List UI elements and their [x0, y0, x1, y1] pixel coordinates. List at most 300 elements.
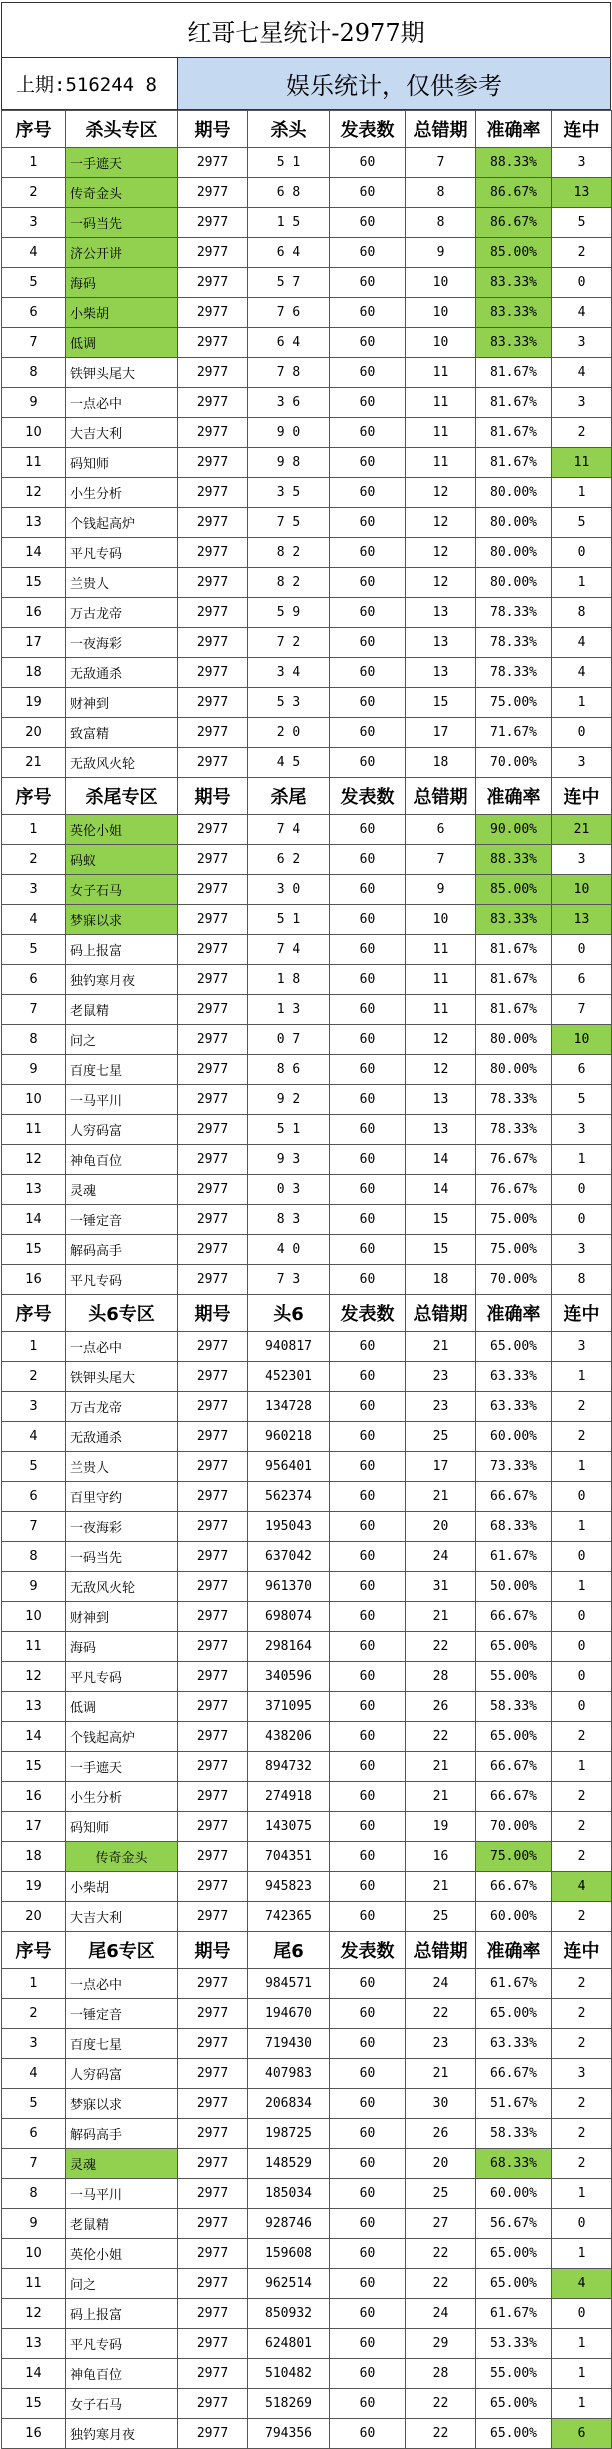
row-streak: 6	[552, 1055, 612, 1085]
row-count: 60	[330, 748, 406, 778]
table-row	[2, 1145, 612, 1175]
row-accuracy: 90.00%	[476, 815, 552, 845]
row-count: 60	[330, 1055, 406, 1085]
table-row	[2, 358, 612, 388]
row-name: 传奇金头	[66, 1842, 178, 1872]
table-row	[2, 1512, 612, 1542]
table-row	[2, 1632, 612, 1662]
row-streak: 1	[552, 1752, 612, 1782]
row-index: 15	[2, 568, 66, 598]
row-index: 6	[2, 1482, 66, 1512]
row-issue: 2977	[178, 2389, 248, 2419]
row-count: 60	[330, 1362, 406, 1392]
row-streak: 10	[552, 875, 612, 905]
table-row	[2, 1175, 612, 1205]
row-index: 7	[2, 1512, 66, 1542]
table-row	[2, 2389, 612, 2419]
row-accuracy: 75.00%	[476, 1205, 552, 1235]
row-issue: 2977	[178, 1872, 248, 1902]
section-header-row	[2, 111, 612, 148]
row-accuracy: 63.33%	[476, 1392, 552, 1422]
row-index: 7	[2, 328, 66, 358]
row-count: 60	[330, 1175, 406, 1205]
row-issue: 2977	[178, 1752, 248, 1782]
header-accuracy: 准确率	[476, 111, 552, 148]
row-streak: 1	[552, 1362, 612, 1392]
row-value: 960218	[248, 1422, 330, 1452]
table-row	[2, 328, 612, 358]
row-streak: 4	[552, 358, 612, 388]
row-index: 16	[2, 1265, 66, 1295]
header-index: 序号	[2, 1932, 66, 1969]
row-issue: 2977	[178, 1235, 248, 1265]
table-row	[2, 2239, 612, 2269]
row-issue: 2977	[178, 815, 248, 845]
table-row	[2, 508, 612, 538]
row-streak: 5	[552, 508, 612, 538]
row-name: 一夜海彩	[66, 628, 178, 658]
row-value: 945823	[248, 1872, 330, 1902]
row-streak: 0	[552, 1632, 612, 1662]
row-issue: 2977	[178, 905, 248, 935]
row-streak: 1	[552, 2359, 612, 2389]
row-accuracy: 65.00%	[476, 1332, 552, 1362]
row-name: 一点必中	[66, 1969, 178, 1999]
row-streak: 2	[552, 2029, 612, 2059]
row-count: 60	[330, 688, 406, 718]
row-wrong: 18	[406, 748, 476, 778]
row-count: 60	[330, 358, 406, 388]
row-value: 5 1	[248, 148, 330, 178]
row-accuracy: 73.33%	[476, 1452, 552, 1482]
row-wrong: 14	[406, 1145, 476, 1175]
row-streak: 0	[552, 1692, 612, 1722]
row-issue: 2977	[178, 1812, 248, 1842]
row-issue: 2977	[178, 1025, 248, 1055]
table-row	[2, 418, 612, 448]
table-row	[2, 658, 612, 688]
row-issue: 2977	[178, 2119, 248, 2149]
row-issue: 2977	[178, 418, 248, 448]
row-value: 5 3	[248, 688, 330, 718]
row-value: 624801	[248, 2329, 330, 2359]
row-name: 一手遮天	[66, 1752, 178, 1782]
row-wrong: 10	[406, 298, 476, 328]
header-issue: 期号	[178, 1932, 248, 1969]
row-accuracy: 61.67%	[476, 1969, 552, 1999]
row-streak: 2	[552, 1782, 612, 1812]
row-wrong: 6	[406, 815, 476, 845]
row-count: 60	[330, 1482, 406, 1512]
row-index: 18	[2, 1842, 66, 1872]
row-streak: 4	[552, 1872, 612, 1902]
row-streak: 0	[552, 1482, 612, 1512]
row-value: 4 0	[248, 1235, 330, 1265]
row-value: 7 6	[248, 298, 330, 328]
row-value: 742365	[248, 1902, 330, 1932]
table-row	[2, 1842, 612, 1872]
table-row	[2, 995, 612, 1025]
row-value: 2 0	[248, 718, 330, 748]
table-row	[2, 1025, 612, 1055]
header-wrong: 总错期	[406, 1932, 476, 1969]
row-count: 60	[330, 2419, 406, 2449]
row-issue: 2977	[178, 1572, 248, 1602]
row-accuracy: 65.00%	[476, 2239, 552, 2269]
row-index: 6	[2, 298, 66, 328]
row-value: 148529	[248, 2149, 330, 2179]
header-accuracy: 准确率	[476, 778, 552, 815]
row-wrong: 10	[406, 905, 476, 935]
row-wrong: 25	[406, 2179, 476, 2209]
row-accuracy: 65.00%	[476, 2419, 552, 2449]
row-streak: 0	[552, 935, 612, 965]
row-wrong: 21	[406, 2059, 476, 2089]
row-index: 11	[2, 1115, 66, 1145]
row-wrong: 18	[406, 1265, 476, 1295]
table-row	[2, 1812, 612, 1842]
row-count: 60	[330, 2179, 406, 2209]
row-streak: 3	[552, 328, 612, 358]
table-row	[2, 1969, 612, 1999]
header-value: 尾6	[248, 1932, 330, 1969]
header-streak: 连中	[552, 1932, 612, 1969]
row-streak: 0	[552, 718, 612, 748]
row-streak: 2	[552, 1422, 612, 1452]
row-count: 60	[330, 298, 406, 328]
row-accuracy: 55.00%	[476, 1662, 552, 1692]
row-index: 12	[2, 1662, 66, 1692]
row-issue: 2977	[178, 2329, 248, 2359]
row-value: 7 4	[248, 935, 330, 965]
row-index: 16	[2, 2419, 66, 2449]
row-accuracy: 51.67%	[476, 2089, 552, 2119]
row-value: 206834	[248, 2089, 330, 2119]
row-count: 60	[330, 1752, 406, 1782]
row-wrong: 11	[406, 418, 476, 448]
row-accuracy: 75.00%	[476, 1235, 552, 1265]
row-count: 60	[330, 2059, 406, 2089]
row-wrong: 24	[406, 1542, 476, 1572]
row-issue: 2977	[178, 845, 248, 875]
row-value: 8 2	[248, 568, 330, 598]
row-name: 问之	[66, 2269, 178, 2299]
row-count: 60	[330, 1332, 406, 1362]
row-wrong: 7	[406, 148, 476, 178]
row-value: 6 4	[248, 328, 330, 358]
row-index: 3	[2, 1392, 66, 1422]
row-accuracy: 81.67%	[476, 448, 552, 478]
row-index: 12	[2, 478, 66, 508]
row-index: 13	[2, 508, 66, 538]
row-wrong: 12	[406, 1055, 476, 1085]
row-issue: 2977	[178, 2029, 248, 2059]
table-row	[2, 1265, 612, 1295]
row-name: 解码高手	[66, 1235, 178, 1265]
row-index: 14	[2, 1722, 66, 1752]
row-index: 10	[2, 418, 66, 448]
row-accuracy: 60.00%	[476, 1902, 552, 1932]
row-name: 一手遮天	[66, 148, 178, 178]
row-wrong: 31	[406, 1572, 476, 1602]
header-index: 序号	[2, 111, 66, 148]
row-issue: 2977	[178, 538, 248, 568]
row-name: 神龟百位	[66, 2359, 178, 2389]
row-wrong: 24	[406, 1969, 476, 1999]
table-row	[2, 845, 612, 875]
row-count: 60	[330, 598, 406, 628]
row-accuracy: 70.00%	[476, 748, 552, 778]
row-name: 铁钾头尾大	[66, 358, 178, 388]
row-count: 60	[330, 1602, 406, 1632]
table-row	[2, 875, 612, 905]
row-accuracy: 71.67%	[476, 718, 552, 748]
row-streak: 3	[552, 1332, 612, 1362]
row-index: 18	[2, 658, 66, 688]
row-count: 60	[330, 2029, 406, 2059]
row-value: 143075	[248, 1812, 330, 1842]
row-streak: 1	[552, 478, 612, 508]
row-index: 2	[2, 1999, 66, 2029]
row-streak: 2	[552, 1842, 612, 1872]
row-value: 7 8	[248, 358, 330, 388]
row-wrong: 11	[406, 935, 476, 965]
header-wrong: 总错期	[406, 778, 476, 815]
row-accuracy: 58.33%	[476, 1692, 552, 1722]
stats-page	[1, 2, 611, 2443]
row-index: 11	[2, 1632, 66, 1662]
row-wrong: 14	[406, 1175, 476, 1205]
row-index: 6	[2, 2119, 66, 2149]
row-value: 3 0	[248, 875, 330, 905]
row-name: 低调	[66, 1692, 178, 1722]
header-count: 发表数	[330, 111, 406, 148]
table-row	[2, 448, 612, 478]
row-index: 10	[2, 2239, 66, 2269]
header-index: 序号	[2, 1295, 66, 1332]
row-value: 510482	[248, 2359, 330, 2389]
row-wrong: 10	[406, 328, 476, 358]
row-wrong: 8	[406, 208, 476, 238]
row-streak: 2	[552, 1392, 612, 1422]
disclaimer-note: 娱乐统计，仅供参考	[178, 58, 610, 109]
row-index: 17	[2, 628, 66, 658]
table-row	[2, 1752, 612, 1782]
row-issue: 2977	[178, 508, 248, 538]
row-name: 个钱起高炉	[66, 1722, 178, 1752]
row-name: 海码	[66, 1632, 178, 1662]
row-name: 无敌通杀	[66, 1422, 178, 1452]
table-row	[2, 1572, 612, 1602]
row-index: 6	[2, 965, 66, 995]
table-row	[2, 178, 612, 208]
row-count: 60	[330, 1632, 406, 1662]
row-value: 928746	[248, 2209, 330, 2239]
row-count: 60	[330, 815, 406, 845]
row-issue: 2977	[178, 718, 248, 748]
row-issue: 2977	[178, 148, 248, 178]
row-accuracy: 55.00%	[476, 2359, 552, 2389]
row-streak: 1	[552, 568, 612, 598]
row-name: 独钓寒月夜	[66, 965, 178, 995]
row-count: 60	[330, 328, 406, 358]
row-count: 60	[330, 568, 406, 598]
row-value: 704351	[248, 1842, 330, 1872]
row-count: 60	[330, 1782, 406, 1812]
row-value: 962514	[248, 2269, 330, 2299]
row-index: 1	[2, 1969, 66, 1999]
row-streak: 3	[552, 1115, 612, 1145]
row-index: 5	[2, 1452, 66, 1482]
row-count: 60	[330, 1902, 406, 1932]
row-name: 万古龙帝	[66, 1392, 178, 1422]
row-wrong: 30	[406, 2089, 476, 2119]
header-accuracy: 准确率	[476, 1295, 552, 1332]
row-name: 平凡专码	[66, 538, 178, 568]
table-row	[2, 905, 612, 935]
row-name: 平凡专码	[66, 1265, 178, 1295]
row-accuracy: 80.00%	[476, 1055, 552, 1085]
header-index: 序号	[2, 778, 66, 815]
row-index: 8	[2, 1542, 66, 1572]
row-wrong: 22	[406, 1722, 476, 1752]
last-period-result: 上期:516244 8	[2, 58, 178, 109]
row-accuracy: 66.67%	[476, 1482, 552, 1512]
row-count: 60	[330, 2329, 406, 2359]
row-accuracy: 65.00%	[476, 1632, 552, 1662]
header-section: 尾6专区	[66, 1932, 178, 1969]
row-accuracy: 81.67%	[476, 358, 552, 388]
row-value: 5 1	[248, 905, 330, 935]
row-wrong: 28	[406, 2359, 476, 2389]
table-row	[2, 568, 612, 598]
row-accuracy: 63.33%	[476, 1362, 552, 1392]
row-value: 4 5	[248, 748, 330, 778]
row-wrong: 11	[406, 358, 476, 388]
row-issue: 2977	[178, 875, 248, 905]
row-issue: 2977	[178, 2299, 248, 2329]
row-streak: 0	[552, 1602, 612, 1632]
row-issue: 2977	[178, 2239, 248, 2269]
row-name: 一点必中	[66, 388, 178, 418]
row-name: 百度七星	[66, 2029, 178, 2059]
row-wrong: 27	[406, 2209, 476, 2239]
row-wrong: 11	[406, 448, 476, 478]
row-value: 9 8	[248, 448, 330, 478]
row-name: 大吉大利	[66, 1902, 178, 1932]
row-accuracy: 66.67%	[476, 2059, 552, 2089]
row-index: 9	[2, 1055, 66, 1085]
row-count: 60	[330, 208, 406, 238]
row-index: 11	[2, 448, 66, 478]
table-row	[2, 598, 612, 628]
row-wrong: 8	[406, 178, 476, 208]
row-streak: 0	[552, 2299, 612, 2329]
row-name: 传奇金头	[66, 178, 178, 208]
row-accuracy: 56.67%	[476, 2209, 552, 2239]
row-accuracy: 78.33%	[476, 1115, 552, 1145]
row-issue: 2977	[178, 2149, 248, 2179]
row-wrong: 21	[406, 1602, 476, 1632]
header-value: 头6	[248, 1295, 330, 1332]
row-accuracy: 88.33%	[476, 845, 552, 875]
row-name: 梦寐以求	[66, 905, 178, 935]
row-issue: 2977	[178, 2419, 248, 2449]
row-name: 女子石马	[66, 875, 178, 905]
table-row	[2, 1235, 612, 1265]
table-row	[2, 2299, 612, 2329]
row-index: 13	[2, 2329, 66, 2359]
header-wrong: 总错期	[406, 1295, 476, 1332]
row-accuracy: 53.33%	[476, 2329, 552, 2359]
row-streak: 1	[552, 2239, 612, 2269]
row-accuracy: 66.67%	[476, 1782, 552, 1812]
row-wrong: 20	[406, 1512, 476, 1542]
row-streak: 13	[552, 178, 612, 208]
row-issue: 2977	[178, 748, 248, 778]
row-count: 60	[330, 995, 406, 1025]
table-row	[2, 748, 612, 778]
row-name: 大吉大利	[66, 418, 178, 448]
table-row	[2, 478, 612, 508]
table-row	[2, 1902, 612, 1932]
section-header-row	[2, 1932, 612, 1969]
row-count: 60	[330, 418, 406, 448]
row-issue: 2977	[178, 628, 248, 658]
row-name: 小生分析	[66, 478, 178, 508]
row-issue: 2977	[178, 688, 248, 718]
row-issue: 2977	[178, 1602, 248, 1632]
row-issue: 2977	[178, 478, 248, 508]
row-count: 60	[330, 2269, 406, 2299]
row-name: 兰贵人	[66, 568, 178, 598]
header-wrong: 总错期	[406, 111, 476, 148]
row-name: 铁钾头尾大	[66, 1362, 178, 1392]
row-index: 8	[2, 2179, 66, 2209]
row-issue: 2977	[178, 1722, 248, 1752]
row-streak: 8	[552, 1265, 612, 1295]
row-issue: 2977	[178, 965, 248, 995]
table-row	[2, 1452, 612, 1482]
table-row	[2, 2089, 612, 2119]
row-accuracy: 81.67%	[476, 388, 552, 418]
row-count: 60	[330, 1422, 406, 1452]
row-name: 英伦小姐	[66, 815, 178, 845]
header-streak: 连中	[552, 1295, 612, 1332]
row-value: 719430	[248, 2029, 330, 2059]
row-accuracy: 66.67%	[476, 1752, 552, 1782]
row-index: 7	[2, 995, 66, 1025]
row-wrong: 12	[406, 538, 476, 568]
row-count: 60	[330, 1722, 406, 1752]
row-value: 562374	[248, 1482, 330, 1512]
row-wrong: 22	[406, 1632, 476, 1662]
row-value: 3 5	[248, 478, 330, 508]
row-accuracy: 81.67%	[476, 935, 552, 965]
row-wrong: 7	[406, 845, 476, 875]
table-row	[2, 2179, 612, 2209]
row-name: 一锤定音	[66, 1999, 178, 2029]
row-index: 4	[2, 1422, 66, 1452]
row-count: 60	[330, 1662, 406, 1692]
row-name: 致富精	[66, 718, 178, 748]
row-wrong: 11	[406, 965, 476, 995]
row-value: 438206	[248, 1722, 330, 1752]
row-value: 961370	[248, 1572, 330, 1602]
row-name: 百度七星	[66, 1055, 178, 1085]
header-value: 杀头	[248, 111, 330, 148]
row-count: 60	[330, 1512, 406, 1542]
